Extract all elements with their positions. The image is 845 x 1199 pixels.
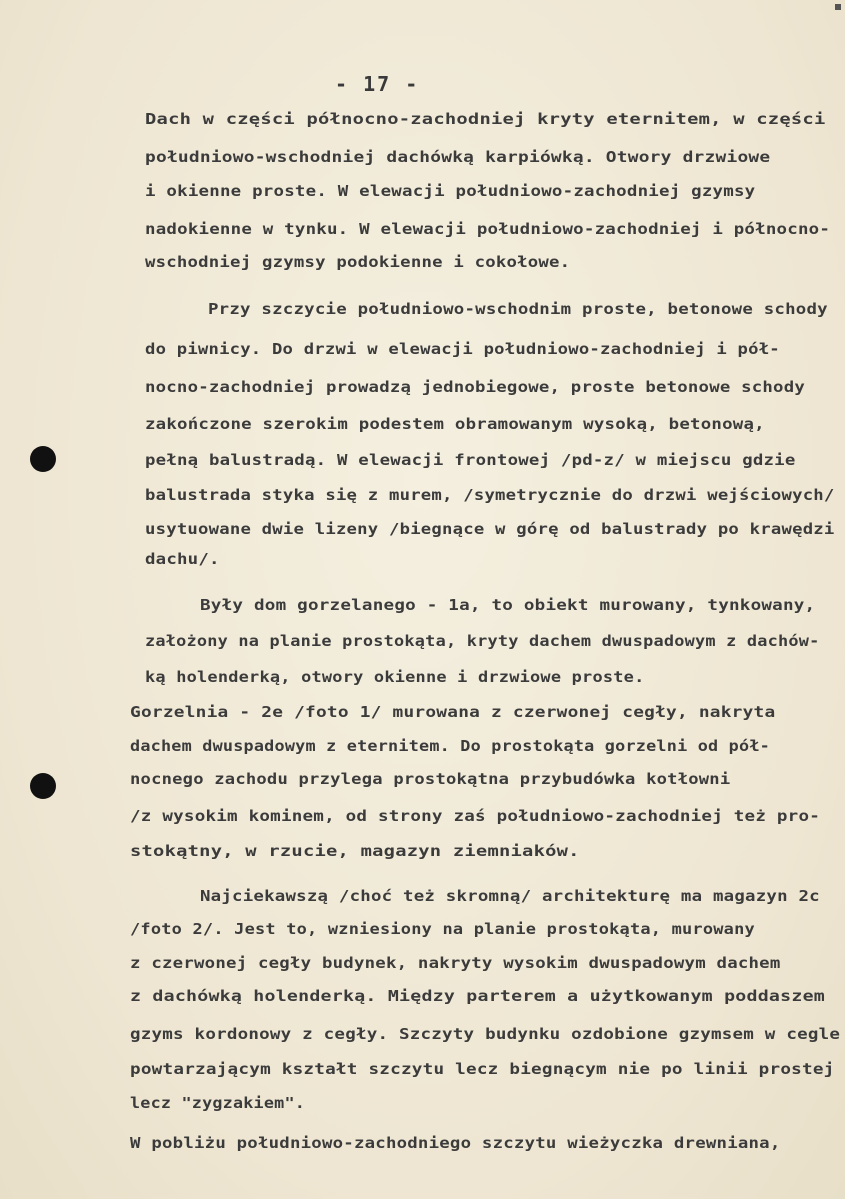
text-line-7: do piwnicy. Do drzwi w elewacji południowo-zachodniej i pół-: [145, 340, 780, 358]
text-line-22: Najciekawszą /choć też skromną/ architekturę ma magazyn 2c: [200, 887, 820, 905]
text-line-26: gzyms kordonowy z cegły. Szczyty budynku ozdobione gzymsem w cegle: [130, 1025, 841, 1043]
page-number: - 17 -: [335, 72, 420, 96]
text-line-20: /z wysokim kominem, od strony zaś południowo-zachodniej też pro-: [130, 807, 821, 825]
text-line-27: powtarzającym kształt szczytu lecz biegnącym nie po linii prostej: [130, 1060, 835, 1078]
text-line-21: stokątny, w rzucie, magazyn ziemniaków.: [130, 842, 580, 860]
text-line-24: z czerwonej cegły budynek, nakryty wysokim dwuspadowym dachem: [130, 954, 781, 972]
text-line-17: Gorzelnia - 2e /foto 1/ murowana z czerwonej cegły, nakryta: [130, 703, 776, 721]
text-line-10: pełną balustradą. W elewacji frontowej /pd-z/ w miejscu gdzie: [145, 451, 796, 469]
text-line-14: Były dom gorzelanego - 1a, to obiekt murowany, tynkowany,: [200, 596, 816, 614]
text-line-15: założony na planie prostokąta, kryty dachem dwuspadowym z dachów-: [145, 632, 820, 650]
text-line-8: nocno-zachodniej prowadzą jednobiegowe, proste betonowe schody: [145, 378, 806, 396]
text-line-29: W pobliżu południowo-zachodniego szczytu wieżyczka drewniana,: [130, 1134, 781, 1152]
text-line-1: Dach w części północno-zachodniej kryty eternitem, w części: [145, 110, 826, 128]
punch-hole-lower: [30, 773, 56, 799]
text-line-13: dachu/.: [145, 550, 220, 568]
text-line-4: nadokienne w tynku. W elewacji południowo-zachodniej i północno-: [145, 220, 831, 238]
text-line-28: lecz "zygzakiem".: [130, 1094, 306, 1112]
text-line-23: /foto 2/. Jest to, wzniesiony na planie prostokąta, murowany: [130, 920, 755, 938]
corner-mark: [835, 4, 841, 10]
text-line-25: z dachówką holenderką. Między parterem a użytkowanym poddaszem: [130, 987, 825, 1005]
text-line-11: balustrada styka się z murem, /symetrycznie do drzwi wejściowych/: [145, 486, 835, 504]
text-line-18: dachem dwuspadowym z eternitem. Do prostokąta gorzelni od pół-: [130, 737, 770, 755]
text-line-5: wschodniej gzymsy podokienne i cokołowe.: [145, 253, 571, 271]
text-line-12: usytuowane dwie lizeny /biegnące w górę od balustrady po krawędzi: [145, 520, 835, 538]
text-line-19: nocnego zachodu przylega prostokątna przybudówka kotłowni: [130, 770, 731, 788]
text-line-9: zakończone szerokim podestem obramowanym wysoką, betonową,: [145, 415, 765, 433]
text-line-2: południowo-wschodniej dachówką karpiówką. Otwory drzwiowe: [145, 148, 771, 166]
punch-hole-upper: [30, 446, 56, 472]
text-line-6: Przy szczycie południowo-wschodnim proste, betonowe schody: [208, 300, 828, 318]
text-line-3: i okienne proste. W elewacji południowo-zachodniej gzymsy: [145, 182, 756, 200]
text-line-16: ką holenderką, otwory okienne i drzwiowe proste.: [145, 668, 645, 686]
